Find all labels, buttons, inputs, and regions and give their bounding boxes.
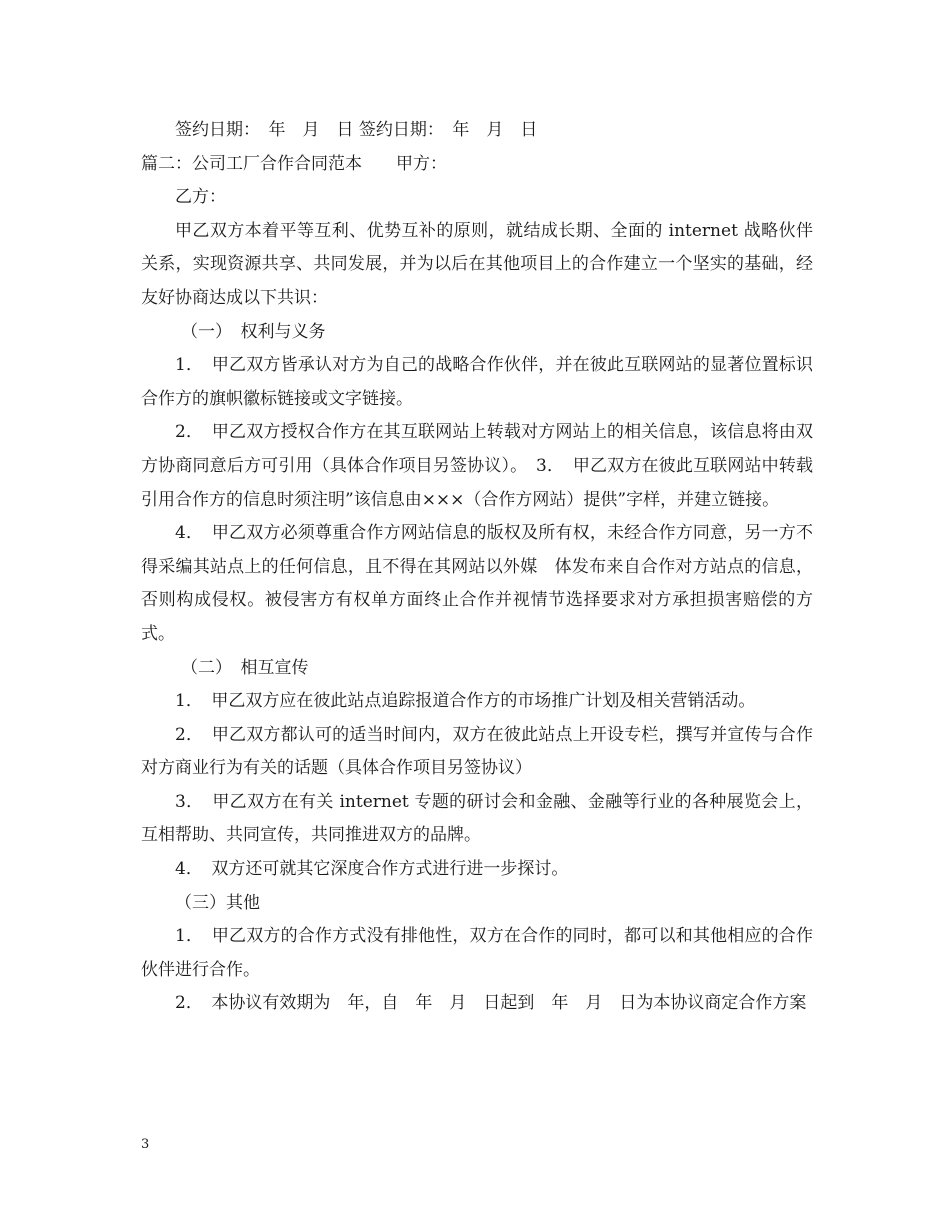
clause-2-2: 2． 甲乙双方都认可的适当时间内，双方在彼此站点上开设专栏，撰写并宣传与合作对方商业行为有关的话题（具体合作项目另签协议） (141, 724, 813, 779)
clause-2-3: 3． 甲乙双方在有关 internet 专题的研讨会和金融、金融等行业的各种展览会上，互相帮助、共同宣传，共同推进双方的品牌。 (141, 791, 813, 846)
heading-rights-obligations: （一） 权利与义务 (181, 321, 326, 342)
document-body (141, 114, 813, 1021)
clause-2-1: 1． 甲乙双方应在彼此站点追踪报道合作方的市场推广计划及相关营销活动。 (175, 691, 756, 712)
clause-1-2-3: 2． 甲乙双方授权合作方在其互联网站上转载对方网站上的相关信息，该信息将由双方协商同意后方可引用（具体合作项目另签协议）。 3． 甲乙双方在彼此互联网站中转载引用合作方的信息时须注明”该信息由×××（合作方网站）提供”字样，并建立链接。 (141, 422, 813, 510)
clause-3-2: 2． 本协议有效期为 年，自 年 月 日起到 年 月 日为本协议商定合作方案 (175, 993, 807, 1014)
heading-mutual-promotion: （二） 相互宣传 (181, 657, 309, 678)
page-number: 3 (141, 1137, 150, 1152)
signing-date-line: 签约日期： 年 月 日 签约日期： 年 月 日 (175, 120, 538, 140)
preamble-paragraph: 甲乙双方本着平等互利、优势互补的原则，就结成长期、全面的 internet 战略伙伴关系，实现资源共享、共同发展，并为以后在其他项目上的合作建立一个坚实的基础，经友好协商达成以下共识： (141, 220, 813, 308)
party-b-label: 乙方： (175, 187, 226, 208)
heading-other: （三）其他 (175, 892, 260, 913)
section-title: 篇二：公司工厂合作合同范本 甲方： (141, 153, 447, 174)
clause-2-4: 4． 双方还可就其它深度合作方式进行进一步探讨。 (175, 859, 569, 880)
clause-3-1: 1． 甲乙双方的合作方式没有排他性，双方在合作的同时，都可以和其他相应的合作伙伴进行合作。 (141, 926, 813, 980)
clause-1-4: 4． 甲乙双方必须尊重合作方网站信息的版权及所有权，未经合作方同意，另一方不得采编其站点上的任何信息，且不得在其网站以外媒 体发布来自合作对方站点的信息，否则构成侵权。被侵害方有权单方面终止合作并视情节选择要求对方承担损害赔偿的方式。 (141, 523, 813, 644)
clause-1-1: 1． 甲乙双方皆承认对方为自己的战略合作伙伴，并在彼此互联网站的显著位置标识合作方的旗帜徽标链接或文字链接。 (141, 355, 813, 409)
